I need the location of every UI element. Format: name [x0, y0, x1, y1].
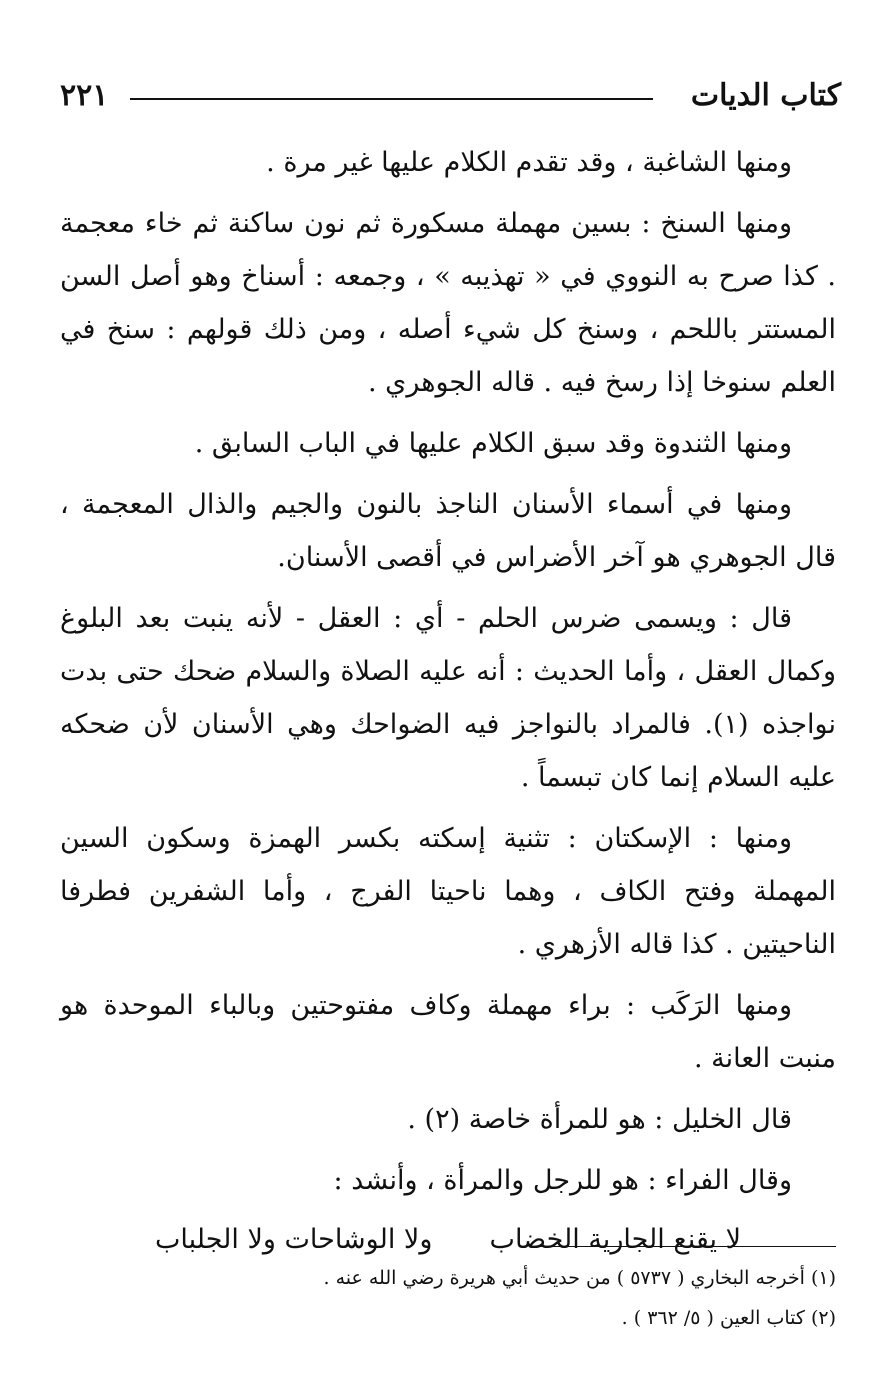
paragraph-sinkh: ومنها السنخ : بسين مهملة مسكورة ثم نون ساكنة ثم خاء معجمة . كذا صرح به النووي في « تهذيبه » ، وجمعه : أسناخ وهو أصل السن المستتر باللحم ، وسنخ كل شيء أصله ، ومن ذلك قولهم : سنخ في العلم سنوخا إذا رسخ فيه . قاله الجوهري . — [60, 208, 836, 398]
footnotes — [60, 1258, 836, 1338]
page-number: ٢٢١ — [60, 78, 109, 113]
page-body — [60, 136, 836, 1266]
footnote-2: (٢) كتاب العين ( ٥/ ٣٦٢ ) . — [621, 1307, 836, 1329]
footnote-rule — [530, 1246, 836, 1247]
paragraph-rakab: ومنها الرَكَب : براء مهملة وكاف مفتوحتين وبالباء الموحدة هو منبت العانة . — [60, 990, 836, 1074]
page-header — [60, 78, 841, 124]
verse-second-hemistich: ولا الوشاحات ولا الجلباب — [155, 1224, 433, 1255]
paragraph-khalil: قال الخليل : هو للمرأة خاصة (٢) . — [407, 1104, 792, 1135]
paragraph-dirs-al-hilm: قال : ويسمى ضرس الحلم - أي : العقل - لأنه ينبت بعد البلوغ وكمال العقل ، وأما الحديث : أنه عليه الصلاة والسلام ضحك حتى بدت نواجذه (١). فالمراد بالنواجز فيه الضواحك وهي الأسنان لأن ضحكه عليه السلام إنما كان تبسماً . — [60, 603, 836, 793]
paragraph-farra: وقال الفراء : هو للرجل والمرأة ، وأنشد : — [333, 1165, 792, 1196]
header-rule — [130, 98, 653, 100]
verse-first-hemistich: لا يقنع الجارية الخضاب — [489, 1224, 741, 1255]
paragraph-thundua: ومنها الثندوة وقد سبق الكلام عليها في الباب السابق . — [194, 428, 792, 459]
running-title: كتاب الديات — [690, 78, 841, 113]
footnote-1: (١) أخرجه البخاري ( ٥٧٣٧ ) من حديث أبي هريرة رضي الله عنه . — [323, 1267, 836, 1289]
paragraph-shaghiba: ومنها الشاغبة ، وقد تقدم الكلام عليها غير مرة . — [266, 147, 792, 178]
paragraph-najidh: ومنها في أسماء الأسنان الناجذ بالنون والجيم والذال المعجمة ، قال الجوهري هو آخر الأضراس في أقصى الأسنان. — [60, 489, 836, 573]
paragraph-iskatan: ومنها : الإسكتان : تثنية إسكته بكسر الهمزة وسكون السين المهملة وفتح الكاف ، وهما ناحيتا الفرج ، وأما الشفرين فطرفا الناحيتين . كذا قاله الأزهري . — [60, 823, 836, 960]
